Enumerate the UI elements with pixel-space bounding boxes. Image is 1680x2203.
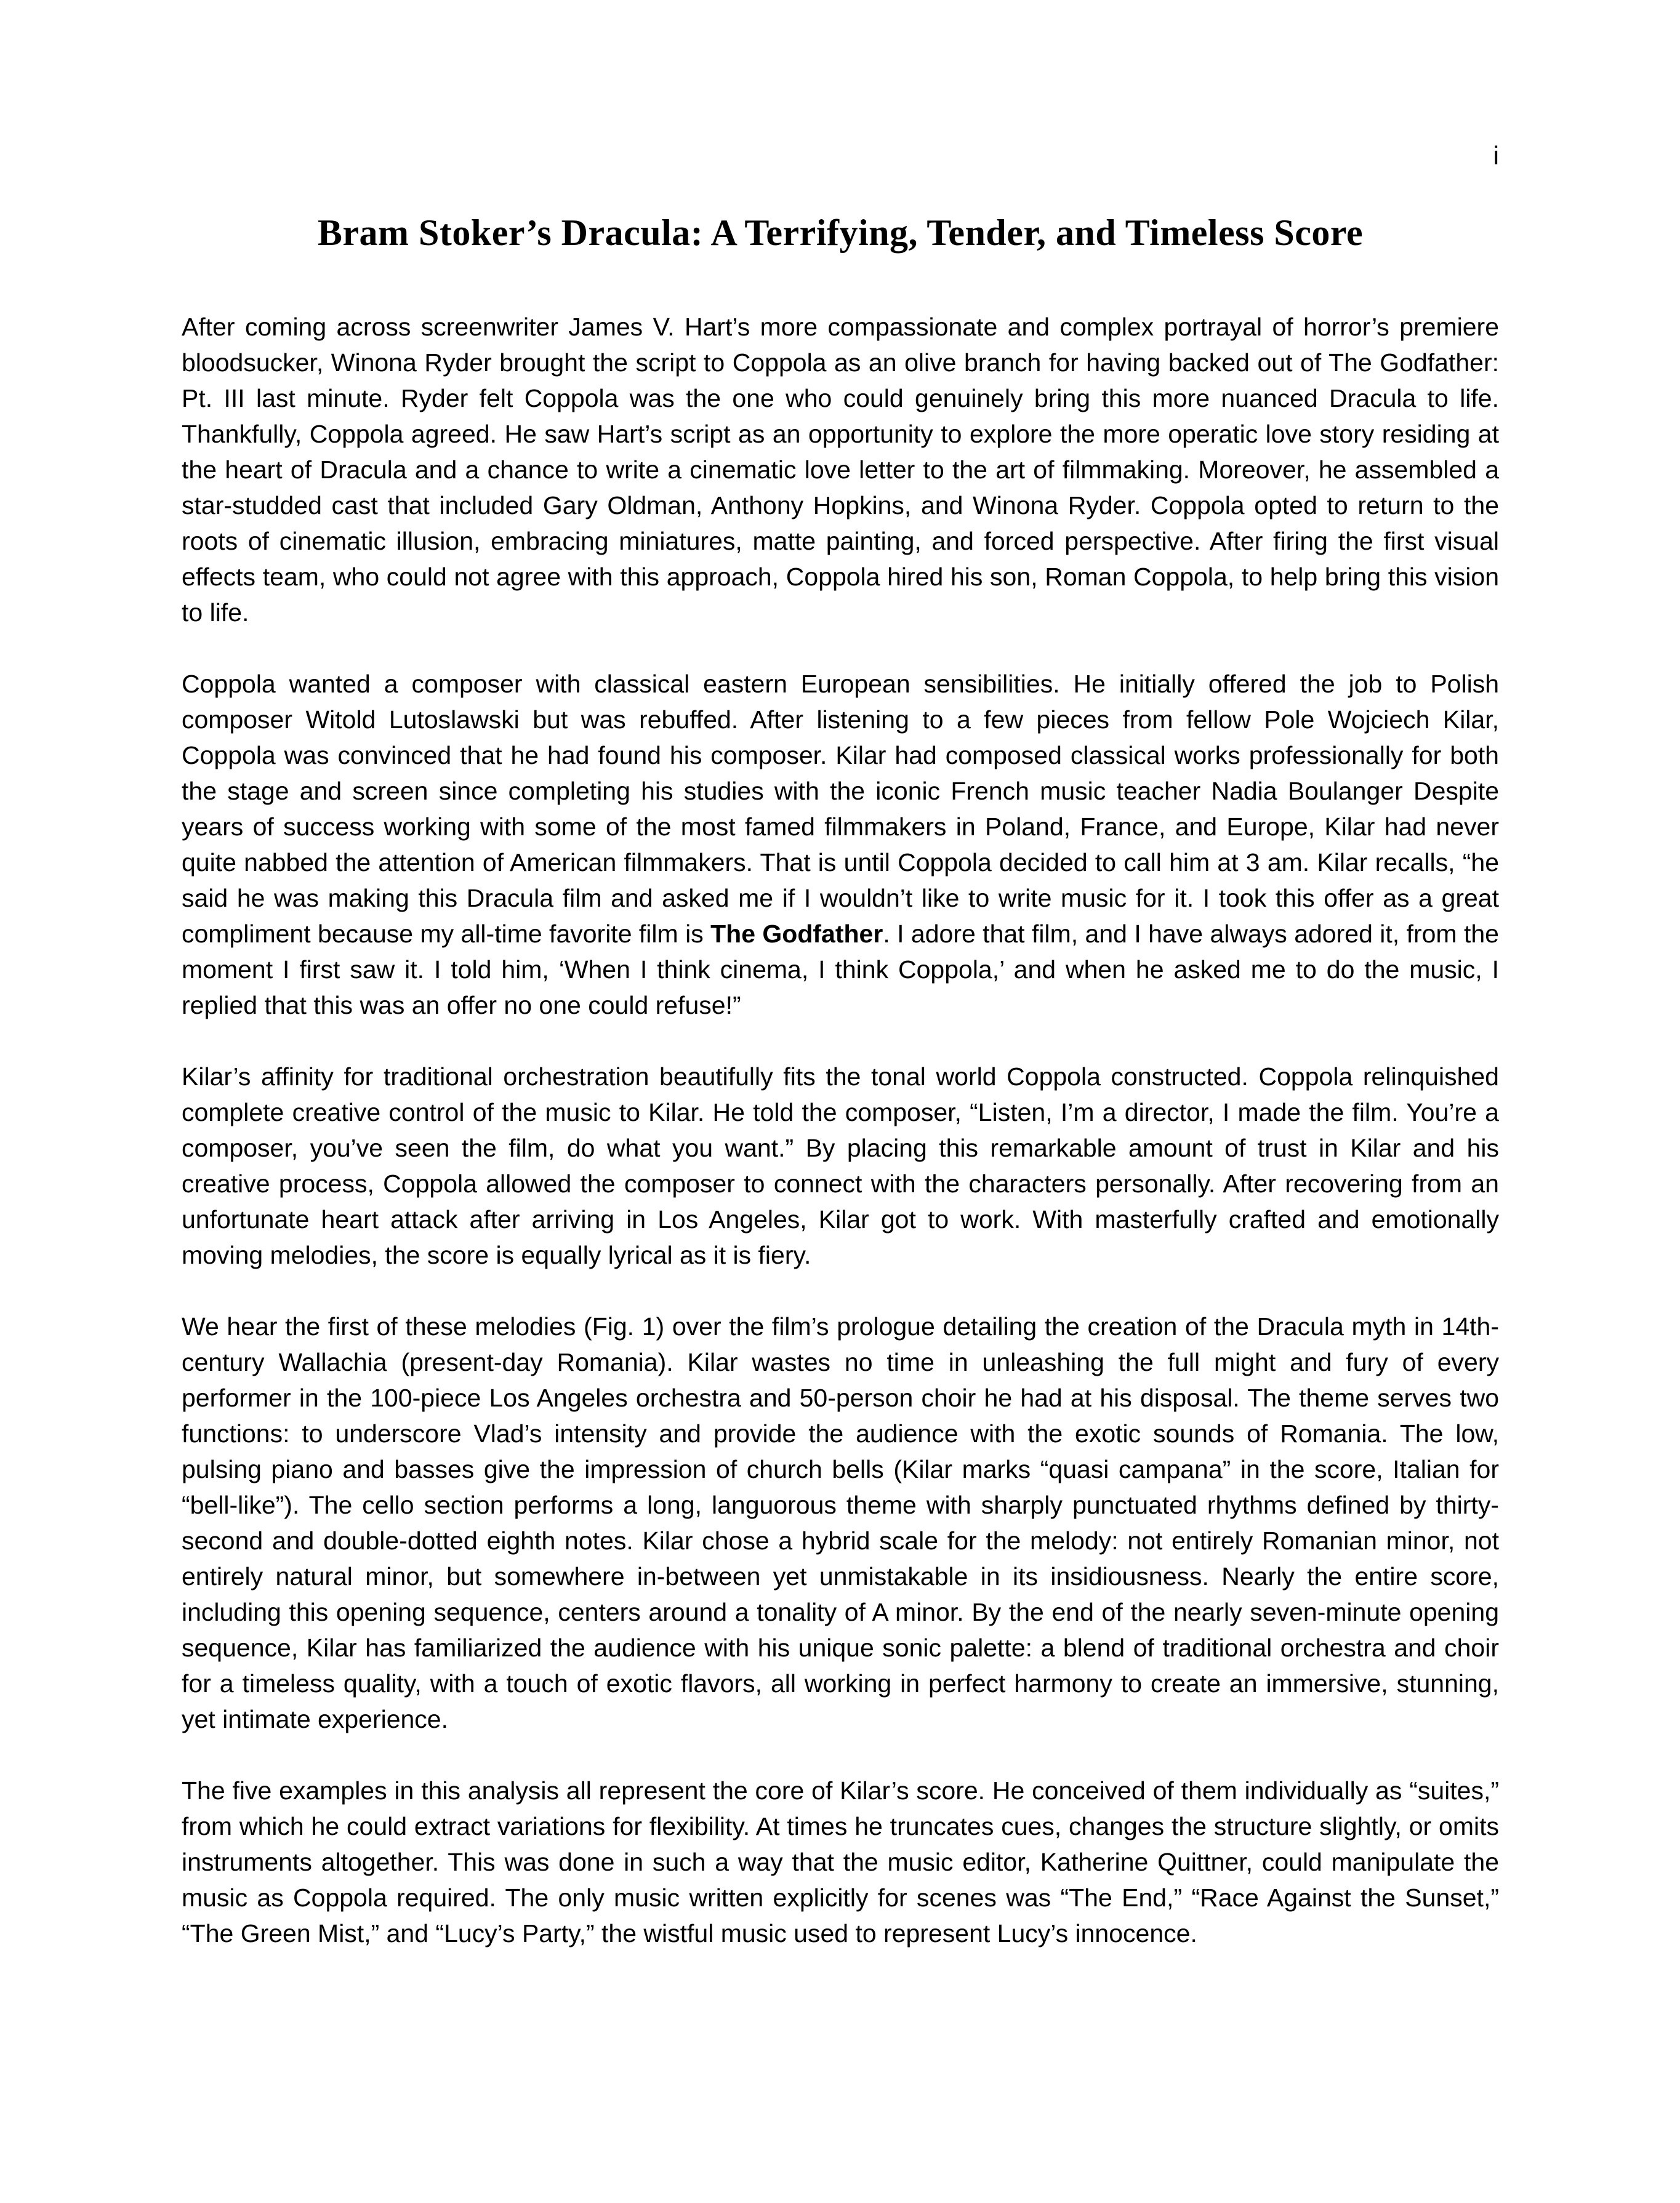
bold-text-run: The Godfather <box>710 920 883 948</box>
paragraph <box>182 1059 1499 1273</box>
text-run: We hear the first of these melodies (Fig. 1) over the film’s prologue detailing the creation of the Dracula myth in 14th-century Wallachia (present-day Romania). Kilar wastes no time in unleashing the full might and fury of every performer in the 100-piece Los Angeles orchestra and 50-person choir he had at his disposal. The theme serves two functions: to underscore Vlad’s intensity and provide the audience with the exotic sounds of Romania. The low, pulsing piano and basses give the impression of church bells (Kilar marks “quasi campana” in the score, Italian for “bell-like”). The cello section performs a long, languorous theme with sharply punctuated rhythms defined by thirty-second and double-dotted eighth notes. Kilar chose a hybrid scale for the melody: not entirely Romanian minor, not entirely natural minor, but somewhere in-between yet unmistakable in its insidiousness. Nearly the entire score, including this opening sequence, centers around a tonality of A minor. By the end of the nearly seven-minute opening sequence, Kilar has familiarized the audience with his unique sonic palette: a blend of traditional orchestra and choir for a timeless quality, with a touch of exotic flavors, all working in perfect harmony to create an immersive, stunning, yet intimate experience. <box>182 1312 1499 1733</box>
paragraph <box>182 1309 1499 1737</box>
text-run: . I adore that film, and I have always adored it, from the moment I first saw it. I told him, ‘When I think cinema, I think Coppola,’ and when he asked me to do the music, I replied that this was an offer no one could refuse!” <box>182 920 1499 1019</box>
paragraph <box>182 666 1499 1023</box>
text-run: The five examples in this analysis all represent the core of Kilar’s score. He conceived of them individually as “suites,” from which he could extract variations for flexibility. At times he truncates cues, changes the structure slightly, or omits instruments altogether. This was done in such a way that the music editor, Katherine Quittner, could manipulate the music as Coppola required. The only music written explicitly for scenes was “The End,” “Race Against the Sunset,” “The Green Mist,” and “Lucy’s Party,” the wistful music used to represent Lucy’s innocence. <box>182 1776 1499 1948</box>
text-run: After coming across screenwriter James V. Hart’s more compassionate and complex portrayal of horror’s premiere bloodsucker, Winona Ryder brought the script to Coppola as an olive branch for having backed out of The Godfather: Pt. III last minute. Ryder felt Coppola was the one who could genuinely bring this more nuanced Dracula to life. Thankfully, Coppola agreed. He saw Hart’s script as an opportunity to explore the more operatic love story residing at the heart of Dracula and a chance to write a cinematic love letter to the art of filmmaking. Moreover, he assembled a star-studded cast that included Gary Oldman, Anthony Hopkins, and Winona Ryder. Coppola opted to return to the roots of cinematic illusion, embracing miniatures, matte painting, and forced perspective. After firing the first visual effects team, who could not agree with this approach, Coppola hired his son, Roman Coppola, to help bring this vision to life. <box>182 313 1499 627</box>
page-content <box>182 0 1499 1987</box>
document-body <box>182 309 1499 1951</box>
text-run: Coppola wanted a composer with classical eastern European sensibilities. He initially offered the job to Polish composer Witold Lutoslawski but was rebuffed. After listening to a few pieces from fellow Pole Wojciech Kilar, Coppola was convinced that he had found his composer. Kilar had composed classical works professionally for both the stage and screen since completing his studies with the iconic French music teacher Nadia Boulanger Despite years of success working with some of the most famed filmmakers in Poland, France, and Europe, Kilar had never quite nabbed the attention of American filmmakers. That is until Coppola decided to call him at 3 am. Kilar recalls, “he said he was making this Dracula film and asked me if I wouldn’t like to write music for it. I took this offer as a great compliment because my all-time favorite film is <box>182 670 1499 948</box>
paragraph <box>182 1773 1499 1951</box>
paragraph <box>182 309 1499 630</box>
page-number: i <box>1493 141 1499 170</box>
text-run: Kilar’s affinity for traditional orchestration beautifully fits the tonal world Coppola constructed. Coppola relinquished complete creative control of the music to Kilar. He told the composer, “Listen, I’m a director, I made the film. You’re a composer, you’ve seen the film, do what you want.” By placing this remarkable amount of trust in Kilar and his creative process, Coppola allowed the composer to connect with the characters personally. After recovering from an unfortunate heart attack after arriving in Los Angeles, Kilar got to work. With masterfully crafted and emotionally moving melodies, the score is equally lyrical as it is fiery. <box>182 1062 1499 1269</box>
page-title: Bram Stoker’s Dracula: A Terrifying, Tender, and Timeless Score <box>317 212 1364 253</box>
